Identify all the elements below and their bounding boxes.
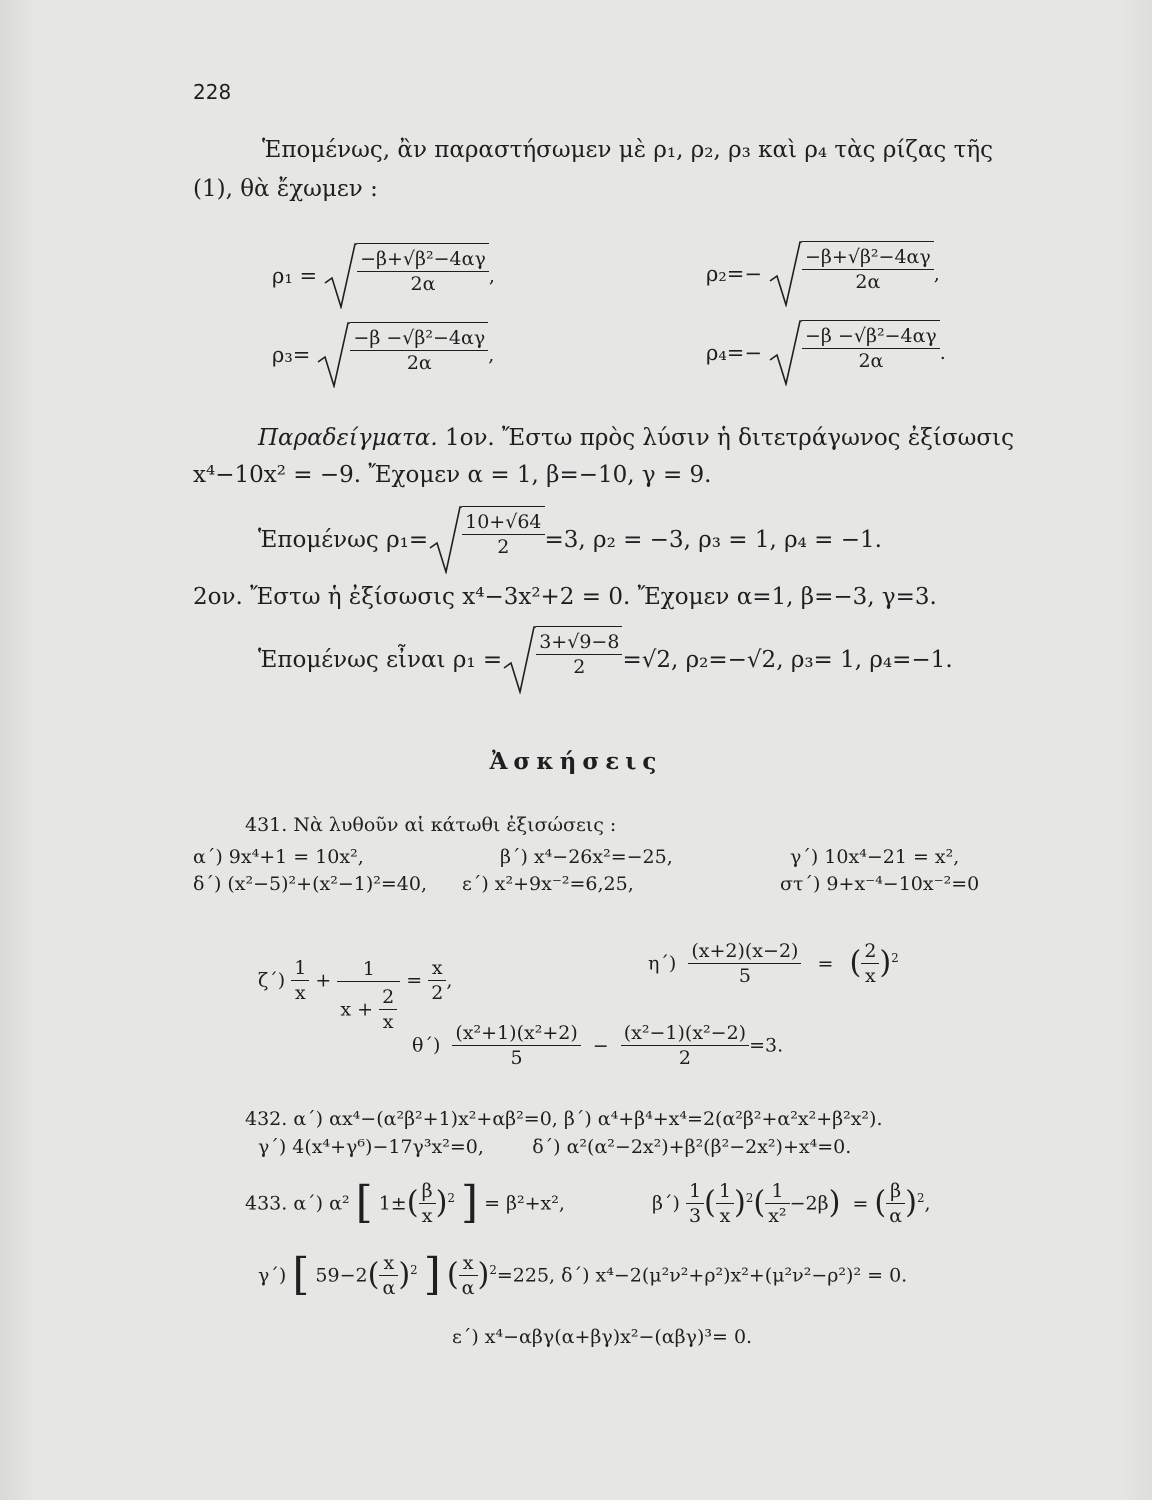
denominator: x	[294, 982, 306, 1004]
numerator: β	[886, 1180, 905, 1204]
exercise-431-t-label: θ΄)	[412, 1034, 441, 1057]
radical-sign-icon	[768, 241, 802, 307]
example-1-result-lhs: Ἑπομένως ρ₁=	[258, 527, 429, 553]
exponent: 2	[410, 1263, 418, 1278]
plus-sign: +	[315, 969, 332, 992]
numerator: (x+2)(x−2)	[688, 940, 801, 964]
fraction	[379, 1252, 398, 1299]
fraction	[861, 940, 879, 987]
right-bracket: ]	[423, 1249, 441, 1301]
numerator: 1	[765, 1180, 789, 1204]
denominator: 2	[431, 982, 444, 1004]
denominator: x	[719, 1205, 731, 1227]
denominator: 2	[678, 1047, 691, 1069]
numerator: (x²+1)(x²+2)	[452, 1022, 580, 1046]
root-4-lhs: ρ₄=−	[706, 341, 762, 365]
root-3-numerator: −β −√β²−4αγ	[350, 327, 488, 351]
fraction	[686, 1180, 704, 1227]
left-bracket: [	[355, 1177, 373, 1229]
numerator: 1	[337, 958, 400, 982]
exponent: 2	[891, 951, 899, 966]
exercise-431-h-label: η΄)	[648, 952, 677, 975]
equals-three: =3.	[749, 1034, 784, 1057]
root-3-comma: ,	[488, 344, 495, 366]
exercise-433-c	[258, 1249, 908, 1301]
radical	[316, 322, 488, 388]
root-formula-2	[706, 241, 940, 307]
exercise-433-b-label: β΄)	[652, 1192, 680, 1215]
example-1-text: 1ον. Ἔστω πρὸς λύσιν ἡ διτετράγωνος ἐξίσωσις	[444, 425, 1014, 451]
inner-fraction	[379, 986, 397, 1033]
exercise-432-line-1: 432. α΄) αx⁴−(α²β²+1)x²+αβ²=0, β΄) α⁴+β⁴+x⁴=2(α²β²+α²x²+β²x²).	[245, 1108, 883, 1130]
denominator: 5	[510, 1047, 523, 1069]
radical-sign-icon	[502, 626, 536, 694]
minus-term: −2β	[789, 1192, 829, 1215]
exercise-433-e: ε΄) x⁴−αβγ(α+βγ)x²−(αβγ)³= 0.	[452, 1326, 753, 1348]
exercise-431-c: γ΄) 10x⁴−21 = x²,	[790, 846, 960, 868]
bracket-content: 1±	[378, 1192, 407, 1215]
root-1-lhs: ρ₁ =	[272, 264, 318, 288]
rhs: = β²+x²,	[484, 1192, 565, 1215]
numerator: 1	[716, 1180, 734, 1204]
root-formula-1	[272, 243, 495, 309]
example-2-line-b	[258, 626, 953, 694]
intro-line-2: (1), θὰ ἔχωμεν :	[193, 176, 378, 202]
exercise-431-t	[412, 1022, 783, 1069]
numerator: (x²−1)(x²−2)	[621, 1022, 749, 1046]
root-3-lhs: ρ₃=	[272, 343, 311, 367]
example-1-denominator: 2	[497, 536, 510, 558]
exponent: 2	[489, 1263, 497, 1278]
exercise-433-label: 433. α΄) α²	[245, 1192, 350, 1215]
exercise-431-d: δ΄) (x²−5)²+(x²−1)²=40,	[193, 873, 428, 895]
radical	[768, 241, 934, 307]
numerator: x	[428, 957, 446, 981]
fraction	[886, 1180, 905, 1227]
denominator: α	[382, 1277, 396, 1299]
radical	[323, 243, 489, 309]
numerator: x	[459, 1252, 478, 1276]
fraction	[419, 1180, 436, 1227]
exercise-433-c-label: γ΄)	[258, 1264, 287, 1287]
exponent: 2	[916, 1191, 925, 1206]
right-paren: )	[435, 1185, 448, 1221]
example-2-denominator: 2	[573, 656, 586, 678]
root-4-denominator: 2α	[858, 350, 884, 372]
radical-sign-icon	[768, 320, 802, 386]
denominator: α	[889, 1205, 903, 1227]
comma: ,	[924, 1192, 931, 1215]
example-2-line-a: 2ον. Ἔστω ἡ ἐξίσωσις x⁴−3x²+2 = 0. Ἔχομεν α=1, β=−3, γ=3.	[193, 584, 937, 610]
right-paren: )	[734, 1185, 746, 1221]
exponent: 2	[447, 1191, 455, 1206]
exercise-433-a	[245, 1177, 565, 1229]
radical-sign-icon	[316, 322, 350, 388]
numerator: 1	[686, 1180, 704, 1204]
radical-sign-icon	[323, 243, 357, 309]
example-2-numerator: 3+√9−8	[536, 631, 622, 655]
exercise-431-h	[648, 940, 899, 987]
exercise-431-e: ε΄) x²+9x⁻²=6,25,	[462, 873, 634, 895]
denominator: 3	[688, 1205, 702, 1227]
bracket-content: 59−2	[315, 1264, 368, 1287]
root-1-denominator: 2α	[410, 273, 436, 295]
exercises-heading: Ἀσκήσεις	[489, 748, 663, 775]
radical	[768, 320, 940, 386]
exercise-432-line-2: γ΄) 4(x⁴+γ⁶)−17γ³x²=0, δ΄) α²(α²−2x²)+β²(β²−2x²)+x⁴=0.	[258, 1136, 852, 1158]
root-2-comma: ,	[933, 263, 940, 285]
root-formula-3	[272, 322, 494, 388]
denominator: x²	[768, 1205, 787, 1227]
fraction	[459, 1252, 478, 1299]
page-number: 228	[193, 80, 232, 104]
left-paren: (	[753, 1185, 766, 1221]
fraction	[452, 1022, 580, 1069]
examples-label: Παραδείγματα.	[258, 425, 438, 451]
minus-sign: −	[592, 1034, 609, 1057]
right-paren: )	[477, 1257, 490, 1293]
numerator: 2	[861, 940, 879, 964]
root-2-numerator: −β+√β²−4αγ	[802, 246, 934, 270]
radical-sign-icon	[428, 506, 462, 574]
example-1-numerator: 10+√64	[462, 511, 544, 535]
right-paren: )	[398, 1257, 411, 1293]
radical	[428, 506, 544, 574]
numerator: β	[419, 1180, 436, 1204]
left-paren: (	[367, 1257, 380, 1293]
left-paren: (	[406, 1185, 419, 1221]
left-bracket: [	[292, 1249, 310, 1301]
right-bracket: ]	[460, 1177, 479, 1229]
fraction	[621, 1022, 749, 1069]
denominator: x	[865, 965, 876, 987]
right-paren: )	[879, 945, 892, 981]
root-3-denominator: 2α	[406, 352, 432, 374]
exercise-431-z	[258, 928, 452, 1033]
right-paren: )	[905, 1185, 917, 1221]
example-1-result-rhs: =3, ρ₂ = −3, ρ₃ = 1, ρ₄ = −1.	[544, 527, 882, 553]
intro-line-1: Ἑπομένως, ἂν παραστήσωμεν μὲ ρ₁, ρ₂, ρ₃ καὶ ρ₄ τὰς ρίζας τῆς	[262, 137, 993, 163]
right-paren: )	[828, 1185, 841, 1221]
denominator: 5	[738, 965, 751, 987]
example-2-result-rhs: =√2, ρ₂=−√2, ρ₃= 1, ρ₄=−1.	[622, 647, 953, 673]
fraction	[688, 940, 801, 987]
left-paren: (	[849, 945, 862, 981]
equals-sign: =	[817, 952, 834, 975]
example-2-result-lhs: Ἑπομένως εἶναι ρ₁ =	[258, 647, 503, 673]
fraction	[765, 1180, 789, 1227]
equals-sign: =	[406, 969, 423, 992]
root-1-numerator: −β+√β²−4αγ	[357, 248, 489, 272]
exercise-431-b: β΄) x⁴−26x²=−25,	[500, 846, 673, 868]
comma: ,	[446, 969, 453, 992]
denominator: x	[382, 1011, 394, 1033]
denominator-prefix: x +	[340, 998, 374, 1021]
exponent: 2	[745, 1191, 754, 1206]
exercise-431-f: στ΄) 9+x⁻⁴−10x⁻²=0	[780, 873, 980, 895]
root-formula-4	[706, 320, 946, 386]
numerator: x	[379, 1252, 398, 1276]
denominator: x	[421, 1205, 433, 1227]
fraction	[291, 957, 309, 1004]
exercise-433-b	[652, 1180, 931, 1227]
numerator: 2	[379, 986, 397, 1010]
example-1-line-a	[258, 425, 1014, 451]
example-1-line-b: x⁴−10x² = −9. Ἔχομεν α = 1, β=−10, γ = 9.	[193, 462, 712, 488]
exercise-431-a: α΄) 9x⁴+1 = 10x²,	[193, 846, 364, 868]
left-paren: (	[446, 1257, 459, 1293]
root-2-lhs: ρ₂=−	[706, 262, 762, 286]
exercise-433-c-rhs: =225, δ΄) x⁴−2(μ²ν²+ρ²)x²+(μ²ν²−ρ²)² = 0.	[496, 1264, 908, 1287]
left-paren: (	[874, 1185, 887, 1221]
compound-fraction	[337, 958, 400, 1033]
root-1-comma: ,	[488, 265, 495, 287]
equals-sign: =	[852, 1192, 869, 1215]
example-1-line-c	[258, 506, 882, 574]
denominator: α	[461, 1277, 475, 1299]
numerator: 1	[291, 957, 309, 981]
fraction	[716, 1180, 734, 1227]
root-4-period: .	[939, 342, 946, 364]
exercise-431-z-label: ζ΄)	[258, 969, 286, 992]
root-4-numerator: −β −√β²−4αγ	[802, 325, 940, 349]
radical	[502, 626, 622, 694]
exercise-431-intro: 431. Νὰ λυθοῦν αἱ κάτωθι ἐξισώσεις :	[245, 814, 617, 836]
fraction	[428, 957, 446, 1004]
root-2-denominator: 2α	[855, 271, 881, 293]
left-paren: (	[704, 1185, 716, 1221]
